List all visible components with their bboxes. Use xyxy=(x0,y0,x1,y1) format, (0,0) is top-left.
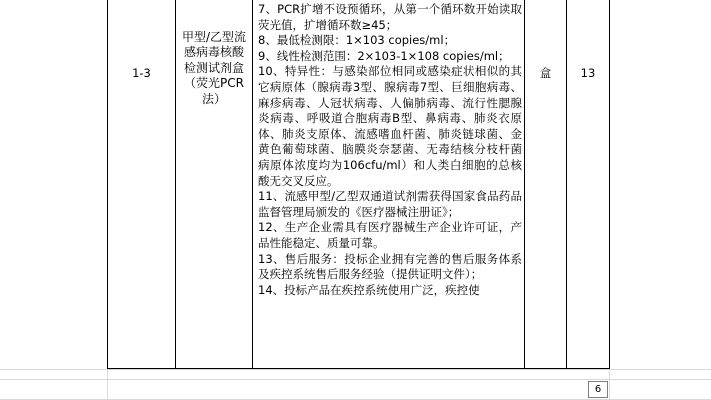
spec-line: 9、线性检测范围：2×103-1×108 copies/ml； xyxy=(258,48,510,63)
quantity-cell: 13 xyxy=(580,66,596,80)
spec-line: 7、PCR扩增不设预循环，从第一个循环数开始读取荧光值，扩增循环数≥45； xyxy=(258,2,522,32)
spec-line: 14、投标产品在疾控系统使用广泛，疾控使 xyxy=(258,282,480,297)
spec-line: 13、售后服务：投标企业拥有完善的售后服务体系及疾控系统售后服务经验（提供证明文件）； xyxy=(258,251,522,282)
spec-line: 12、生产企业需具有医疗器械生产企业许可证，产品性能稳定、质量可靠。 xyxy=(258,220,522,250)
table-border-right xyxy=(609,0,610,369)
table-border xyxy=(252,0,253,369)
spec-line: 10、特异性：与感染部位相同或感染症状相似的其它病原体（腺病毒3型、腺病毒7型、巨细胞病毒、麻疹病毒、人冠状病毒、人偏肺病毒、流行性腮腺炎病毒、呼吸道合胞病毒B型、鼻病毒、肺炎衣原体、肺炎支原体、流感嗜血杆菌、肺炎链球菌、金黄色葡萄球菌、脑膜炎奈瑟菌、无毒结核分枝杆菌病原体浓度均为106cfu/ml）和人类白细胞的总核酸无交叉反应。 xyxy=(258,64,522,188)
spec-line: 8、最低检测限：1×103 copies/ml； xyxy=(258,33,456,48)
table-border xyxy=(524,0,525,369)
product-name: 甲型/乙型流感病毒核酸检测试剂盒（荧光PCR法） xyxy=(181,30,247,106)
table-border xyxy=(175,0,176,369)
specification-text xyxy=(258,2,522,298)
page-number: 6 xyxy=(588,381,608,398)
unit-cell: 盒 xyxy=(539,66,552,80)
table-border-left xyxy=(107,0,108,369)
table-border xyxy=(566,0,567,369)
row-number: 1-3 xyxy=(132,66,151,80)
spec-line: 11、流感甲型/乙型双通道试剂需获得国家食品药品监督管理局颁发的《医疗器械注册证》； xyxy=(258,189,522,219)
